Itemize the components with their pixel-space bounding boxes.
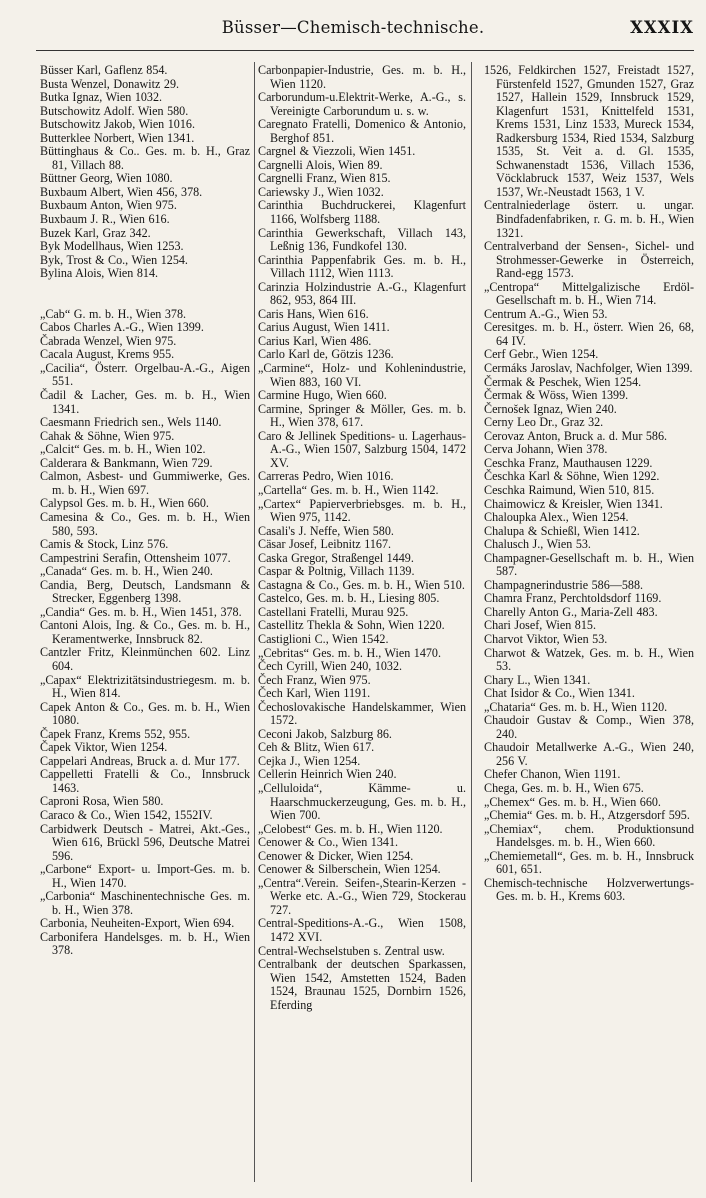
directory-entry: Cerny Leo Dr., Graz 32.	[484, 415, 604, 430]
directory-entry: Čech Cyrill, Wien 240, 1032.	[258, 659, 403, 674]
directory-entry: Chaudoir Gustav & Comp., Wien 378, 240.	[484, 713, 694, 741]
directory-entry: Caska Gregor, Straßengel 1449.	[258, 550, 414, 565]
directory-entry: Cermáks Jaroslav, Nachfolger, Wien 1399.	[484, 361, 693, 376]
directory-entry: Chemisch-technische Holzverwertungs-Ges. m. b. H., Krems 603.	[484, 875, 694, 904]
directory-entry: 1526, Feldkirchen 1527, Freistadt 1527, Fürstenfeld 1527, Gmunden 1527, Graz 1527, Hallein 1529, Innsbruck 1529, Klagenfurt 1531, Knittelfeld 1531, Krems 1531, Linz 1533, Mureck 1534, Radkersburg 1534, Ried 1534, Salzburg 1535, St. Veit a. d. Gl. 1535, Schwanenstadt 1536, Villach 1536, Vöcklabruck 1537, Weiz 1537, Wels 1537, Wr.-Neustadt 1563, 1 V.	[484, 63, 694, 199]
directory-entry: Caro & Jellinek Speditions- u. Lagerhaus-A.-G., Wien 1507, Salzburg 1504, 1472 XV.	[258, 428, 466, 470]
directory-entry: Carius August, Wien 1411.	[258, 320, 390, 335]
directory-entry: Butka Ignaz, Wien 1032.	[40, 90, 163, 105]
directory-entry: Castellitz Thekla & Sohn, Wien 1220.	[258, 618, 445, 633]
directory-entry: „Chemia“ Ges. m. b. H., Atzgersdorf 595.	[484, 808, 690, 823]
directory-entry: Centralverband der Sensen-, Sichel- und Strohmesser-Gewerke in Österreich, Rand-egg 1573.	[484, 239, 694, 281]
directory-entry: „Cab“ G. m. b. H., Wien 378.	[40, 306, 187, 321]
directory-entry: Ceresitges. m. b. H., österr. Wien 26, 68, 64 IV.	[484, 320, 694, 348]
directory-entry: Čapek Franz, Krems 552, 955.	[40, 726, 191, 741]
directory-entry: Central-Wechselstuben s. Zentral usw.	[258, 943, 445, 958]
directory-entry: Carbonifera Handelsges. m. b. H., Wien 378.	[40, 929, 250, 958]
directory-entry: „Chataria“ Ges. m. b. H., Wien 1120.	[484, 699, 668, 714]
directory-entry: Büsser Karl, Gaflenz 854.	[40, 63, 168, 77]
directory-entry: Castagna & Co., Ges. m. b. H., Wien 510.	[258, 577, 465, 592]
directory-entry: Capek Anton & Co., Ges. m. b. H., Wien 1080.	[40, 699, 250, 728]
directory-entry: Cahak & Söhne, Wien 975.	[40, 428, 175, 443]
directory-entry: Cabos Charles A.-G., Wien 1399.	[40, 320, 204, 335]
directory-entry: Cenower & Silberschein, Wien 1254.	[258, 862, 441, 877]
directory-entry: Cariewsky J., Wien 1032.	[258, 184, 384, 199]
directory-entry: Camesina & Co., Ges. m. b. H., Wien 580, 593.	[40, 509, 250, 538]
directory-entry: „Cacilia“, Österr. Orgelbau-A.-G., Aigen 551.	[40, 360, 250, 389]
directory-entry: „Calcit“ Ges. m. b. H., Wien 102.	[40, 442, 206, 457]
directory-entry: Česchka Karl & Söhne, Wien 1292.	[484, 469, 660, 484]
directory-entry: Čermak & Wöss, Wien 1399.	[484, 388, 629, 403]
directory-entry: Čech Franz, Wien 975.	[258, 672, 371, 687]
directory-entry: Cantzler Fritz, Kleinmünchen 602. Linz 604.	[40, 645, 250, 673]
directory-entry: Carinthia Buchdruckerei, Klagenfurt 1166, Wolfsberg 1188.	[258, 198, 466, 227]
directory-entry: Castellani Fratelli, Murau 925.	[258, 604, 409, 619]
directory-entry: Čabrada Wenzel, Wien 975.	[40, 333, 177, 348]
directory-entry: Chalusch J., Wien 53.	[484, 537, 591, 552]
directory-entry: Chaimowicz & Kreisler, Wien 1341.	[484, 496, 663, 511]
directory-entry: Casali's J. Neffe, Wien 580.	[258, 523, 394, 538]
directory-entry: Büttinghaus & Co.. Ges. m. b. H., Graz 81, Villach 88.	[40, 144, 250, 172]
directory-entry: Ceconi Jakob, Salzburg 86.	[258, 726, 392, 741]
directory-entry: Büttner Georg, Wien 1080.	[40, 171, 173, 186]
directory-entry: Candia, Berg, Deutsch, Landsmann & Strecker, Eggenberg 1398.	[40, 577, 250, 606]
directory-entry: Calmon, Asbest- und Gummiwerke, Ges. m. b. H., Wien 697.	[40, 469, 250, 497]
directory-entry: Chalupa & Schießl, Wien 1412.	[484, 523, 640, 538]
directory-entry: „Carbonia“ Maschinentechnische Ges. m. b. H., Wien 378.	[40, 889, 250, 917]
page-header	[0, 14, 706, 44]
directory-entry: Carlo Karl de, Götzis 1236.	[258, 347, 394, 362]
directory-entry: Carinthia Gewerkschaft, Villach 143, Leßnig 136, Fundkofel 130.	[258, 225, 466, 254]
directory-entry: Cargnelli Franz, Wien 815.	[258, 171, 391, 186]
directory-entry: Chaudoir Metallwerke A.-G., Wien 240, 256 V.	[484, 740, 694, 768]
directory-entry: Carborundum-u.Elektrit-Werke, A.-G., s. Vereinigte Carborundum u. s. w.	[258, 90, 466, 118]
directory-entry: Cerf Gebr., Wien 1254.	[484, 347, 599, 362]
directory-entry: Carbidwerk Deutsch - Matrei, Akt.-Ges., Wien 616, Brückl 596, Deutsche Matrei 596.	[40, 821, 250, 863]
directory-entry: Centrum A.-G., Wien 53.	[484, 306, 608, 321]
directory-entry: Busta Wenzel, Donawitz 29.	[40, 76, 180, 91]
directory-entry: Buzek Karl, Graz 342.	[40, 225, 151, 240]
directory-entry: Butschowitz Adolf. Wien 580.	[40, 103, 189, 118]
directory-entry: Bylina Alois, Wien 814.	[40, 266, 159, 281]
directory-entry: Cellerin Heinrich Wien 240.	[258, 767, 397, 782]
directory-entry: Carmine, Springer & Möller, Ges. m. b. H., Wien 378, 617.	[258, 401, 466, 430]
directory-entry: Carbonia, Neuheiten-Export, Wien 694.	[40, 916, 235, 931]
directory-entry: Caraco & Co., Wien 1542, 1552IV.	[40, 807, 213, 822]
directory-entry: Caspar & Poltnig, Villach 1139.	[258, 564, 415, 579]
directory-entry: Caregnato Fratelli, Domenico & Antonio, Berghof 851.	[258, 117, 466, 145]
directory-entry: Čermak & Peschek, Wien 1254.	[484, 374, 642, 389]
directory-entry: „Carbone“ Export- u. Import-Ges. m. b. H., Wien 1470.	[40, 862, 250, 890]
directory-entry: „Carmine“, Holz- und Kohlenindustrie, Wien 883, 160 VI.	[258, 361, 466, 389]
directory-entry: Centralbank der deutschen Sparkassen, Wien 1542, Amstetten 1524, Baden 1524, Braunau 1525, Dornbirn 1526, Eferding	[258, 957, 466, 1012]
directory-entry: Carinzia Holzindustrie A.-G., Klagenfurt 862, 953, 864 III.	[258, 279, 466, 308]
directory-entry: Černošek Ignaz, Wien 240.	[484, 401, 617, 416]
directory-entry: Caproni Rosa, Wien 580.	[40, 794, 164, 809]
directory-entry: Byk Modellhaus, Wien 1253.	[40, 239, 184, 254]
directory-entry: Centralniederlage österr. u. ungar. Bindfadenfabriken, r. G. m. b. H., Wien 1321.	[484, 198, 694, 240]
directory-entry: Charwot & Watzek, Ges. m. b. H., Wien 53.	[484, 645, 694, 674]
directory-entry: „Centropa“ Mittelgalizische Erdöl-Gesellschaft m. b. H., Wien 714.	[484, 279, 694, 308]
directory-entry: Central-Speditions-A.-G., Wien 1508, 1472 XVI.	[258, 916, 466, 944]
directory-entry: Čech Karl, Wien 1191.	[258, 686, 371, 701]
directory-entry: Chat Isidor & Co., Wien 1341.	[484, 686, 635, 701]
directory-entry: Cenower & Co., Wien 1341.	[258, 835, 399, 850]
directory-entry: Cargnelli Alois, Wien 89.	[258, 157, 383, 172]
running-title: Büsser—Chemisch-technische.	[221, 18, 485, 37]
directory-entry: Champagner-Gesellschaft m. b. H., Wien 587.	[484, 550, 694, 579]
directory-entry: Camis & Stock, Linz 576.	[40, 537, 169, 552]
directory-entry: Cäsar Josef, Leibnitz 1167.	[258, 537, 392, 552]
directory-entry: „Cartella“ Ges. m. b. H., Wien 1142.	[258, 482, 439, 497]
directory-entry: „Celobest“ Ges. m. b. H., Wien 1120.	[258, 821, 443, 836]
directory-entry: Ceh & Blitz, Wien 617.	[258, 740, 375, 755]
directory-entry: „Candia“ Ges. m. b. H., Wien 1451, 378.	[40, 604, 242, 619]
directory-entry: Buxbaum J. R., Wien 616.	[40, 212, 170, 227]
directory-entry: „Celluloida“, Kämme- u. Haarschmuckerzeugung, Ges. m. b. H., Wien 700.	[258, 780, 466, 823]
directory-entry: Cerva Johann, Wien 378.	[484, 442, 608, 457]
directory-entry: Butterklee Norbert, Wien 1341.	[40, 130, 195, 145]
directory-entry: „Capax“ Elektrizitätsindustriegesm. m. b. H., Wien 814.	[40, 672, 250, 701]
directory-entry: Castelco, Ges. m. b. H., Liesing 805.	[258, 591, 440, 606]
directory-entry: Chaloupka Alex., Wien 1254.	[484, 510, 629, 525]
directory-entry: Campestrini Serafin, Ottensheim 1077.	[40, 550, 231, 565]
directory-entry: „Chemex“ Ges. m. b. H., Wien 660.	[484, 794, 661, 809]
directory-entry: Cejka J., Wien 1254.	[258, 753, 361, 768]
directory-entry: Champagnerindustrie 586—588.	[484, 577, 644, 592]
directory-entry: Buxbaum Anton, Wien 975.	[40, 198, 177, 213]
directory-entry: Butschowitz Jakob, Wien 1016.	[40, 117, 195, 132]
directory-entry: Caesmann Friedrich sen., Wels 1140.	[40, 415, 222, 430]
directory-entry: Chari Josef, Wien 815.	[484, 618, 596, 633]
directory-entry: Calderara & Bankmann, Wien 729.	[40, 455, 213, 470]
directory-entry: Byk, Trost & Co., Wien 1254.	[40, 252, 188, 267]
directory-entry: Calypsol Ges. m. b. H., Wien 660.	[40, 496, 209, 511]
directory-entry: „Canada“ Ges. m. b. H., Wien 240.	[40, 564, 213, 579]
directory-column-2	[258, 64, 466, 1012]
directory-entry: Chamra Franz, Perchtoldsdorf 1169.	[484, 591, 662, 606]
page-number: XXXIX	[630, 18, 694, 37]
directory-entry: Cantoni Alois, Ing. & Co., Ges. m. b. H., Keramentwerke, Innsbruck 82.	[40, 618, 250, 646]
directory-entry: Ceschka Franz, Mauthausen 1229.	[484, 455, 653, 470]
directory-entry: Čechoslovakische Handelskammer, Wien 1572.	[258, 699, 466, 728]
directory-column-1	[40, 64, 250, 958]
directory-entry: Cacala August, Krems 955.	[40, 347, 175, 362]
directory-entry: „Chemiax“, chem. Produktionsund Handelsges. m. b. H., Wien 660.	[484, 821, 694, 850]
directory-entry: Carmine Hugo, Wien 660.	[258, 388, 387, 403]
directory-entry: Castiglioni C., Wien 1542.	[258, 631, 389, 646]
column-divider	[254, 62, 255, 1182]
section-gap	[40, 281, 250, 308]
directory-entry: Cargnel & Viezzoli, Wien 1451.	[258, 144, 416, 159]
directory-entry: Cerovaz Anton, Bruck a. d. Mur 586.	[484, 428, 668, 443]
directory-entry: Cenower & Dicker, Wien 1254.	[258, 848, 414, 863]
directory-entry: Chary L., Wien 1341.	[484, 672, 591, 687]
directory-entry: Carreras Pedro, Wien 1016.	[258, 469, 394, 484]
directory-entry: Charelly Anton G., Maria-Zell 483.	[484, 604, 658, 619]
directory-entry: Čadil & Lacher, Ges. m. b. H., Wien 1341.	[40, 388, 250, 416]
directory-entry: Carbonpapier-Industrie, Ges. m. b. H., Wien 1120.	[258, 63, 466, 91]
column-divider	[471, 62, 472, 1182]
directory-column-3	[484, 64, 694, 904]
directory-entry: „Cartex“ Papierverbriebsges. m. b. H., Wien 975, 1142.	[258, 496, 466, 525]
directory-entry: Ceschka Raimund, Wien 510, 815.	[484, 482, 655, 497]
directory-entry: „Cebritas“ Ges. m. b. H., Wien 1470.	[258, 645, 441, 660]
directory-entry: Cappelari Andreas, Bruck a. d. Mur 177.	[40, 753, 240, 768]
directory-entry: Čapek Viktor, Wien 1254.	[40, 740, 168, 755]
directory-entry: Charvot Viktor, Wien 53.	[484, 631, 608, 646]
directory-entry: „Centra“.Verein. Seifen-,Stearin-Kerzen - Werke etc. A.-G., Wien 729, Stockerau 727.	[258, 875, 466, 917]
directory-entry: Chefer Chanon, Wien 1191.	[484, 767, 621, 782]
directory-entry: Chega, Ges. m. b. H., Wien 675.	[484, 780, 644, 795]
directory-entry: „Chemiemetall“, Ges. m. b. H., Innsbruck 601, 651.	[484, 848, 694, 877]
header-rule	[36, 50, 694, 51]
directory-entry: Caris Hans, Wien 616.	[258, 306, 369, 321]
directory-entry: Buxbaum Albert, Wien 456, 378.	[40, 184, 203, 199]
directory-entry: Carius Karl, Wien 486.	[258, 333, 372, 348]
directory-entry: Cappelletti Fratelli & Co., Innsbruck 1463.	[40, 767, 250, 795]
directory-entry: Carinthia Pappenfabrik Ges. m. b. H., Villach 1112, Wien 1113.	[258, 252, 466, 281]
